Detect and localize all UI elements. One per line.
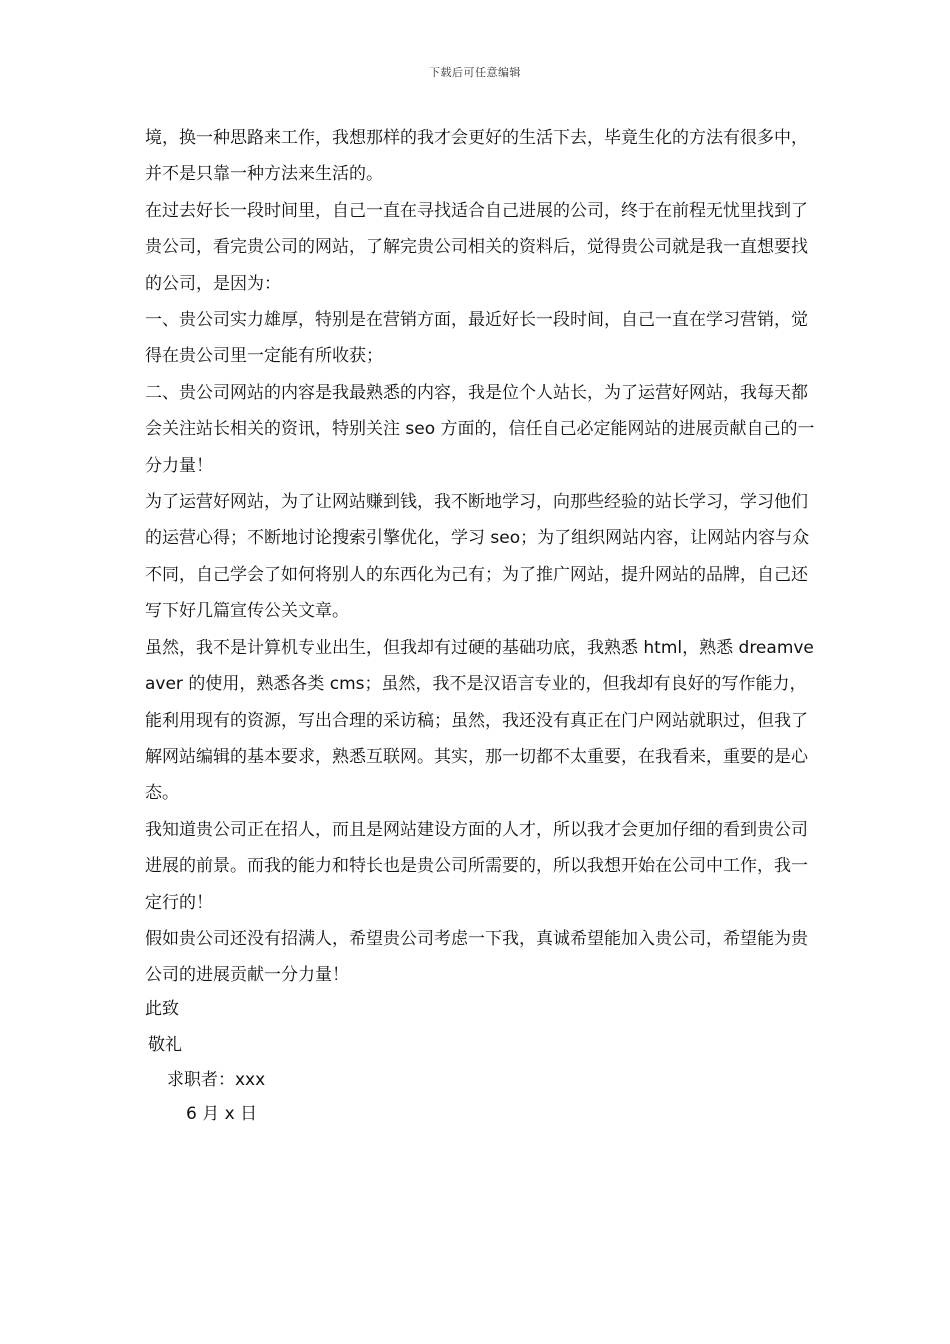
paragraph: 为了运营好网站，为了让网站赚到钱，我不断地学习，向那些经验的站长学习，学习他们的运营心得；不断地讨论搜索引擎优化，学习 seo；为了组织网站内容，让网站内容与众不同，自己学会了如何将别人的东西化为己有；为了推广网站，提升网站的品牌，自己还写下好几篇宣传公关文章。 [145, 492, 810, 622]
paragraph: 二、贵公司网站的内容是我最熟悉的内容，我是位个人站长，为了运营好网站，我每天都会关注站长相关的资讯，特别关注 seo 方面的，信任自己必定能网站的进展贡献自己的一分力量！ [145, 382, 815, 476]
signature-applicant: 求职者：xxx [167, 1070, 266, 1090]
paragraph: 我知道贵公司正在招人，而且是网站建设方面的人才，所以我才会更加仔细的看到贵公司进展的前景。而我的能力和特长也是贵公司所需要的，所以我想开始在公司中工作，我一定行的！ [145, 819, 808, 913]
page-header: 下载后可任意编辑 [429, 66, 521, 79]
letter-body [145, 120, 815, 994]
closing-regards: 敬礼 [148, 1035, 182, 1055]
paragraph: 境，换一种思路来工作，我想那样的我才会更好的生活下去，毕竟生化的方法有很多中，并不是只靠一种方法来生活的。 [145, 128, 808, 185]
closing-salutation: 此致 [145, 999, 179, 1019]
paragraph: 一、贵公司实力雄厚，特别是在营销方面，最近好长一段时间，自己一直在学习营销，觉得在贵公司里一定能有所收获； [145, 310, 808, 367]
paragraph: 虽然，我不是计算机专业出生，但我却有过硬的基础功底，我熟悉 html，熟悉 dreamveaver 的使用，熟悉各类 cms；虽然，我不是汉语言专业的，但我却有良好的写作能力，能利用现有的资源，写出合理的采访稿；虽然，我还没有真正在门户网站就职过，但我了解网站编辑的基本要求，熟悉互联网。其实，那一切都不太重要，在我看来，重要的是心态。 [145, 637, 814, 804]
paragraph: 假如贵公司还没有招满人，希望贵公司考虑一下我，真诚希望能加入贵公司，希望能为贵公司的进展贡献一分力量！ [145, 928, 808, 986]
signature-date: 6 月 x 日 [186, 1104, 258, 1124]
paragraph: 在过去好长一段时间里，自己一直在寻找适合自己进展的公司，终于在前程无忧里找到了贵公司，看完贵公司的网站，了解完贵公司相关的资料后，觉得贵公司就是我一直想要找的公司，是因为： [145, 200, 808, 294]
